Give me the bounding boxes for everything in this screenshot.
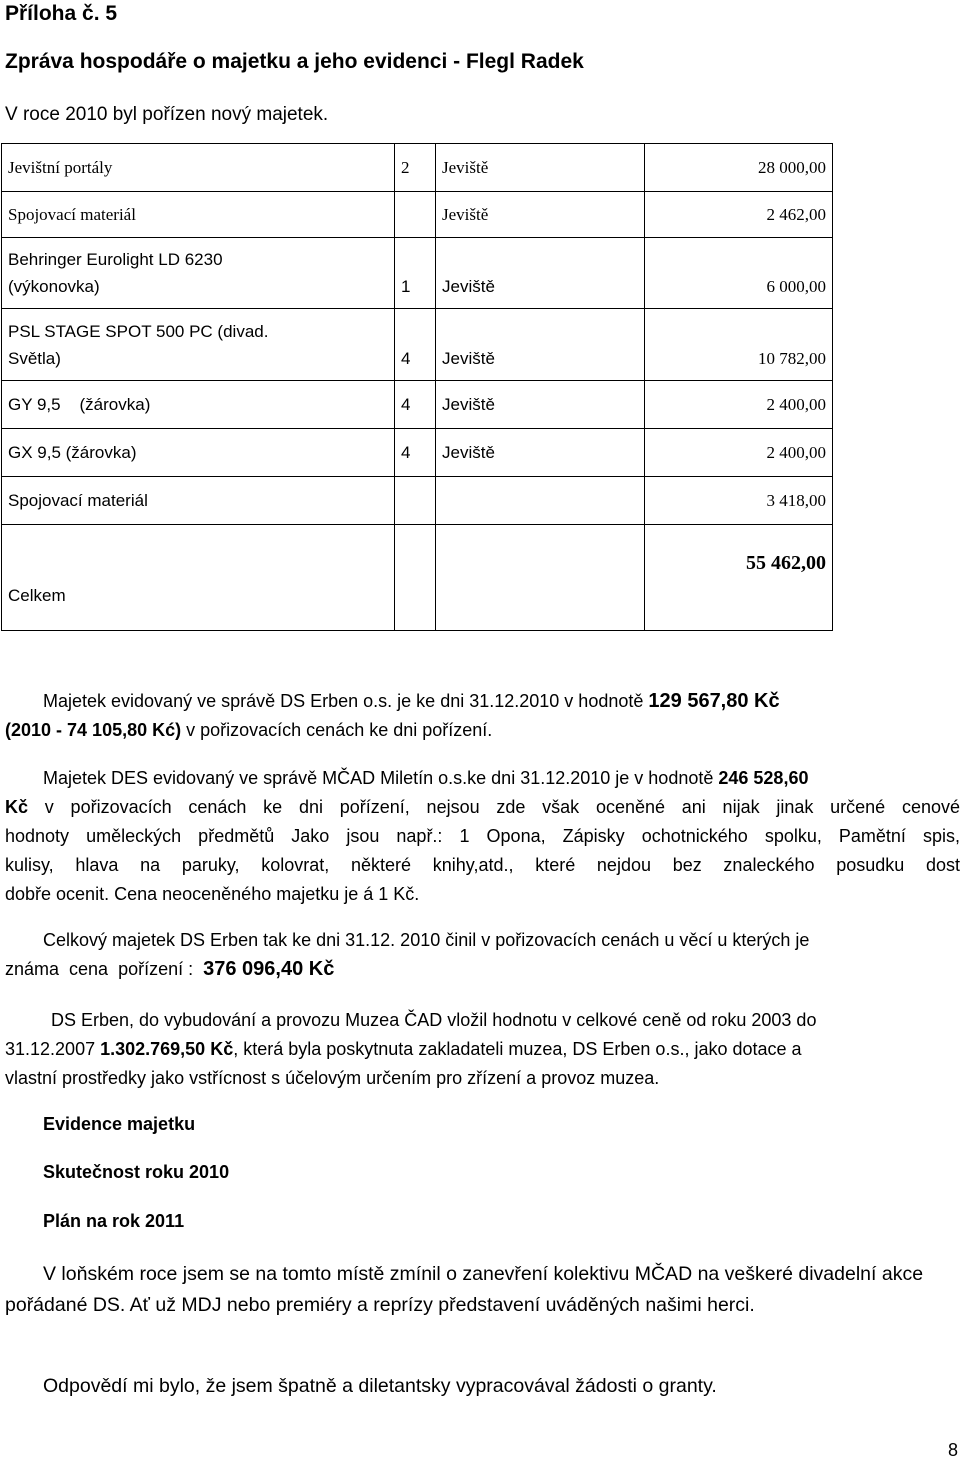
table-row-total — [2, 525, 833, 631]
amount-text: Kč — [5, 797, 29, 817]
item-qty — [395, 192, 436, 238]
paragraph-ds-erben — [5, 687, 960, 745]
amount-text: 1.302.769,50 Kč — [100, 1039, 234, 1059]
item-place: Jeviště — [436, 309, 645, 381]
paragraph-line: Odpovědí mi bylo, že jsem špatně a diletantsky vypracovával žádosti o granty. — [43, 1375, 717, 1397]
paragraph-line: V loňském roce jsem se na tomto místě zmínil o zanevření kolektivu MČAD na veškeré — [43, 1263, 793, 1285]
asset-table — [1, 143, 833, 631]
item-qty: 1 — [395, 238, 436, 309]
item-value: 10 782,00 — [645, 309, 833, 381]
text-run: v pořizovacích cenách ke dni pořízení, nejsou zde však oceněné ani nijak jinak určené cenové — [28, 797, 960, 817]
paragraph-line — [5, 793, 960, 822]
paragraph-answer — [5, 1371, 960, 1402]
item-value: 6 000,00 — [645, 238, 833, 309]
item-name — [2, 309, 395, 381]
item-place: Jeviště — [436, 429, 645, 477]
amount-text: 376 096,40 Kč — [203, 958, 335, 980]
item-name-line: PSL STAGE SPOT 500 PC (divad. — [8, 321, 269, 341]
paragraph-line: divadelní akce pořádané DS. Ať už MDJ nebo premiéry a reprízy představení uváděných — [5, 1263, 924, 1316]
item-qty: 4 — [395, 429, 436, 477]
text-run: známa cena pořízení : — [5, 959, 204, 979]
table-row — [2, 309, 833, 381]
text-run: Majetek evidovaný ve správě DS Erben o.s. je ke dni 31.12.2010 v hodnotě — [43, 691, 644, 711]
item-value: 2 462,00 — [645, 192, 833, 238]
item-name — [2, 238, 395, 309]
report-title: Zpráva hospodáře o majetku a jeho evidenci - Flegl Radek — [5, 50, 584, 73]
paragraph-line — [5, 764, 960, 793]
item-name: GX 9,5 (žárovka) — [2, 429, 395, 477]
item-qty: 4 — [395, 381, 436, 429]
amount-text: 246 528,60 — [718, 768, 809, 788]
total-label: Celkem — [2, 525, 395, 631]
paragraph-line — [5, 955, 960, 984]
item-place — [436, 477, 645, 525]
paragraph-des — [5, 764, 960, 909]
item-place: Jeviště — [436, 381, 645, 429]
attachment-title: Příloha č. 5 — [5, 2, 118, 25]
empty-cell — [395, 525, 436, 631]
item-qty: 2 — [395, 144, 436, 192]
paragraph-line: vlastní prostředky jako vstřícnost s účelovým určením pro zřízení a provoz muzea. — [5, 1068, 660, 1088]
text-run: 31.12.2007 — [5, 1039, 101, 1059]
table-row — [2, 238, 833, 309]
page-number: 8 — [947, 1440, 958, 1460]
item-value: 2 400,00 — [645, 381, 833, 429]
item-name-line: Behringer Eurolight LD 6230 — [8, 250, 223, 269]
paragraph-total — [5, 926, 960, 984]
item-qty: 4 — [395, 309, 436, 381]
table-row — [2, 429, 833, 477]
paragraph-line: našimi herci. — [645, 1294, 755, 1316]
table-row — [2, 381, 833, 429]
paragraph-line: Celkový majetek DS Erben tak ke dni 31.12. 2010 činil v pořizovacích cenách u věcí u kterých je — [43, 930, 810, 950]
item-name-line: Světla) — [8, 348, 61, 368]
paragraph-line — [5, 687, 960, 716]
heading-actual: Skutečnost roku 2010 — [43, 1162, 230, 1182]
paragraph-museum — [5, 1006, 960, 1093]
paragraph-line: kulisy, hlava na paruky, kolovrat, některé knihy,atd., které nejdou bez znaleckého posudku dost — [5, 855, 960, 875]
heading-evidence: Evidence majetku — [43, 1114, 196, 1134]
heading-plan: Plán na rok 2011 — [43, 1211, 185, 1231]
item-qty — [395, 477, 436, 525]
paragraph-line: hodnoty uměleckých předmětů Jako jsou např.: 1 Opona, Zápisky ochotnického spolku, Pamětní spis, — [5, 826, 960, 846]
item-place: Jeviště — [436, 238, 645, 309]
item-value: 3 418,00 — [645, 477, 833, 525]
text-run: , která byla poskytnuta zakladateli muzea, DS Erben o.s., jako dotace a — [233, 1039, 802, 1059]
item-value: 28 000,00 — [645, 144, 833, 192]
paragraph-line — [5, 1035, 960, 1064]
empty-cell — [436, 525, 645, 631]
item-name: Spojovací materiál — [2, 477, 395, 525]
amount-text: (2010 - 74 105,80 Kć) — [5, 720, 182, 740]
total-value: 55 462,00 — [645, 525, 833, 631]
table-row — [2, 477, 833, 525]
intro-text: V roce 2010 byl pořízen nový majetek. — [5, 104, 329, 125]
item-value: 2 400,00 — [645, 429, 833, 477]
paragraph-line — [5, 716, 960, 745]
item-name: GY 9,5 (žárovka) — [2, 381, 395, 429]
item-place: Jeviště — [436, 144, 645, 192]
item-name-line: (výkonovka) — [8, 277, 100, 296]
item-place: Jeviště — [436, 192, 645, 238]
text-run: v pořizovacích cenách ke dni pořízení. — [181, 720, 493, 740]
paragraph-collective — [5, 1259, 960, 1321]
paragraph-line: dobře ocenit. Cena neoceněného majetku je á 1 Kč. — [5, 884, 420, 904]
item-name: Spojovací materiál — [2, 192, 395, 238]
amount-text: 129 567,80 Kč — [648, 690, 780, 712]
paragraph-line: DS Erben, do vybudování a provozu Muzea ČAD vložil hodnotu v celkové ceně od roku 2003 do — [51, 1010, 817, 1030]
table-row — [2, 144, 833, 192]
text-run: Majetek DES evidovaný ve správě MČAD Miletín o.s.ke dni 31.12.2010 je v hodnotě — [43, 768, 714, 788]
table-row — [2, 192, 833, 238]
item-name: Jevištní portály — [2, 144, 395, 192]
